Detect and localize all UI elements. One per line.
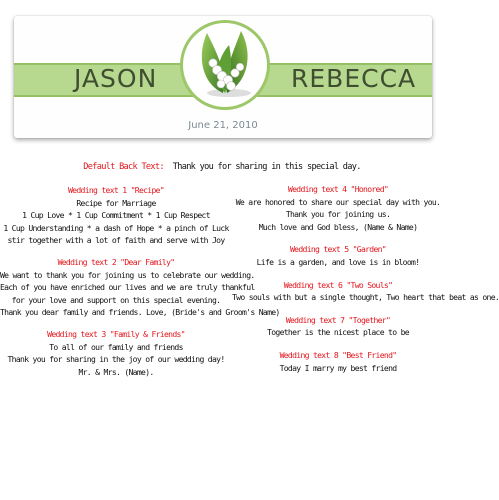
bride-groom-name-left: JASON <box>74 64 158 93</box>
section-line: Two souls with but a single thought, Two heart that beat as one. <box>232 292 499 303</box>
wedding-text-3 <box>0 328 232 378</box>
section-line: Together is the nicest place to be <box>267 327 409 338</box>
default-back-value: Thank you for sharing in this special day. <box>172 162 361 172</box>
section-line: for your love and support on this special evening. <box>11 294 221 305</box>
wedding-text-5 <box>232 243 444 268</box>
section-line: Each of you have enriched our lives and we are truly thankful <box>0 282 255 293</box>
wedding-text-8 <box>232 349 444 374</box>
wedding-text-7 <box>232 314 444 339</box>
flower-medallion <box>180 20 270 110</box>
wedding-texts-left-column <box>0 184 280 387</box>
section-line: Thank you for joining us. <box>285 209 391 220</box>
section-title: Wedding text 6 "Two Souls" <box>283 279 393 290</box>
section-line: Today I marry my best friend <box>279 362 397 373</box>
section-title: Wedding text 4 "Honored" <box>287 184 389 194</box>
wedding-text-2 <box>0 256 280 319</box>
section-line: Much love and God bless, (Name & Name) <box>258 221 418 232</box>
section-line: Thank you dear family and friends. Love, (Bride's and Groom's Name) <box>0 307 280 318</box>
default-back-label: Default Back Text: <box>83 162 164 172</box>
section-title: Wedding text 1 "Recipe" <box>68 185 164 195</box>
wedding-texts-right-column <box>232 183 499 384</box>
lily-of-the-valley-flower-icon <box>183 23 267 107</box>
section-line: Life is a garden, and love is in bloom! <box>256 256 420 267</box>
section-line: Recipe for Marriage <box>76 197 156 208</box>
section-title: Wedding text 2 "Dear Family" <box>57 256 175 267</box>
section-line: stir together with a lot of faith and serve with Joy <box>7 235 225 246</box>
wedding-date: June 21, 2010 <box>188 120 258 131</box>
section-line: Thank you for sharing in the joy of our wedding day! <box>7 354 225 365</box>
section-title: Wedding text 3 "Family & Friends" <box>47 328 185 339</box>
candy-bar-wrapper <box>14 16 432 138</box>
default-back-text <box>0 162 444 172</box>
section-title: Wedding text 5 "Garden" <box>290 244 386 255</box>
section-line: We want to thank you for joining us to celebrate our wedding. <box>0 269 255 280</box>
section-line: To all of our family and friends <box>49 341 183 352</box>
wedding-text-6 <box>232 279 499 304</box>
wedding-text-4 <box>232 183 444 233</box>
section-line: 1 Cup Understanding * a dash of Hope * a pinch of Luck <box>3 222 229 233</box>
section-line: Mr. & Mrs. (Name). <box>78 366 154 377</box>
section-title: Wedding text 8 "Best Friend" <box>279 349 397 360</box>
section-line: 1 Cup Love * 1 Cup Commitment * 1 Cup Respect <box>22 210 210 221</box>
section-title: Wedding text 7 "Together" <box>285 314 391 325</box>
section-line: We are honored to share our special day with you. <box>235 196 441 207</box>
bride-groom-name-right: REBECCA <box>291 64 417 93</box>
wedding-text-1 <box>0 184 232 247</box>
